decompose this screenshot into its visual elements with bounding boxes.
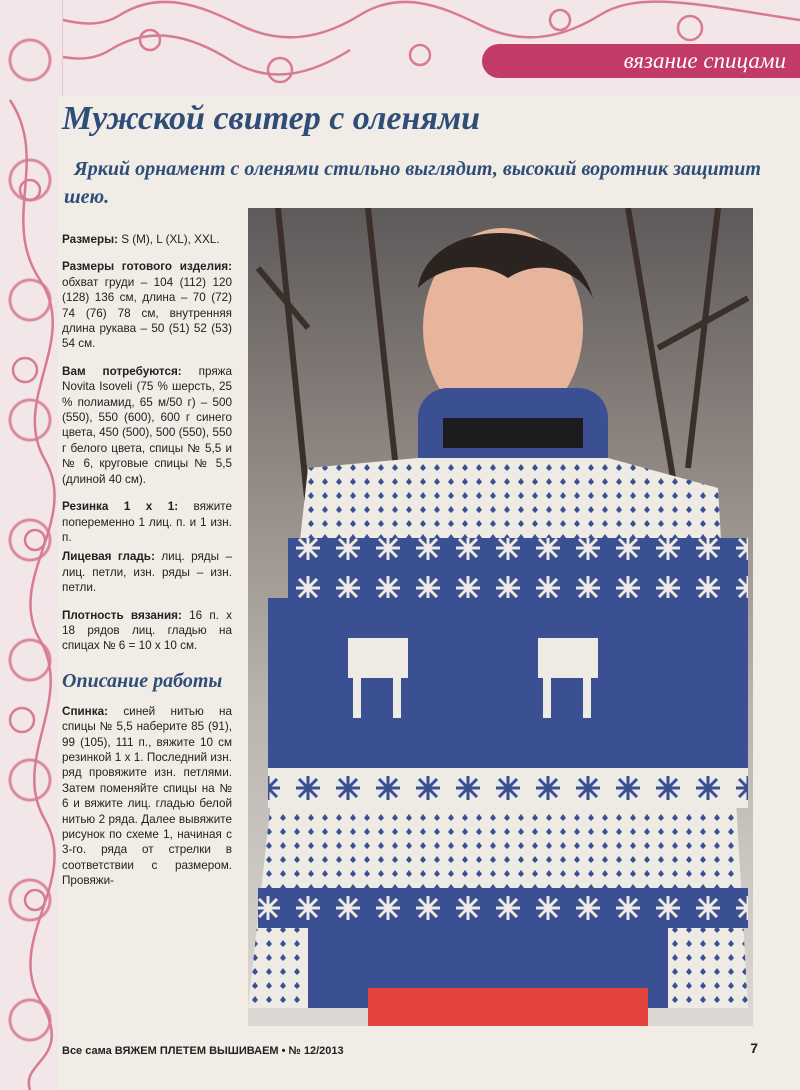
- page-title: Мужской свитер с оленями: [62, 100, 481, 137]
- finished-size-paragraph: Размеры готового изделия: обхват груди – 104 (112) 120 (128) 136 см, длина – 70 (72) 74 (76) 78 см, внутренняя длина рукава – 50 (51) 52 (53) 54 см.: [62, 260, 232, 351]
- rib-paragraph: Резинка 1 х 1: вяжите попеременно 1 лиц. п. и 1 изн. п.: [62, 500, 232, 544]
- footer-text: Все сама ВЯЖЕМ ПЛЕТЕМ ВЫШИВАЕМ • № 12/2013: [62, 1045, 344, 1057]
- stockinette-paragraph: Лицевая гладь: лиц. ряды – лиц. петли, изн. ряды – изн. петли.: [62, 550, 232, 595]
- page-subtitle: Яркий орнамент с оленями стильно выглядит, высокий воротник защитит шею.: [64, 158, 761, 208]
- back-paragraph: Спинка: синей нитью на спицы № 5,5 наберите 85 (91), 99 (105), 111 п., вяжите 10 см резинкой 1 х 1. Последний изн. ряд провяжите изн. петлями. Затем поменяйте спицы на № 6 и вяжите лиц. гладью белой нитью 2 ряда. Далее вывяжите рисунок по схеме 1, начиная с 3-го. ряда от стрелки в соответствии с размером. Провяжи-: [62, 704, 232, 888]
- materials-paragraph: Вам потребуются: пряжа Novita Isoveli (75 % шерсть, 25 % полиамид, 65 м/50 г) – 500 (550), 550 (600), 600 г синего цвета, 450 (500), 500 (550), 550 г белого цвета, спицы № 5,5 и № 6, круговые спицы № 5,5 (длиной 40 см).: [62, 364, 232, 486]
- section-badge: вязание спицами: [482, 44, 800, 78]
- sizes-paragraph: Размеры: S (M), L (XL), XXL.: [62, 233, 220, 246]
- density-paragraph: Плотность вязания: 16 п. х 18 рядов лиц. гладью на спицах № 6 = 10 х 10 см.: [62, 608, 232, 653]
- decorative-left-border: [0, 0, 63, 1090]
- sweater-photo: [248, 208, 753, 1026]
- instructions-column: [62, 232, 232, 901]
- work-heading: Описание работы: [62, 669, 223, 692]
- page-number: 7: [750, 1040, 758, 1056]
